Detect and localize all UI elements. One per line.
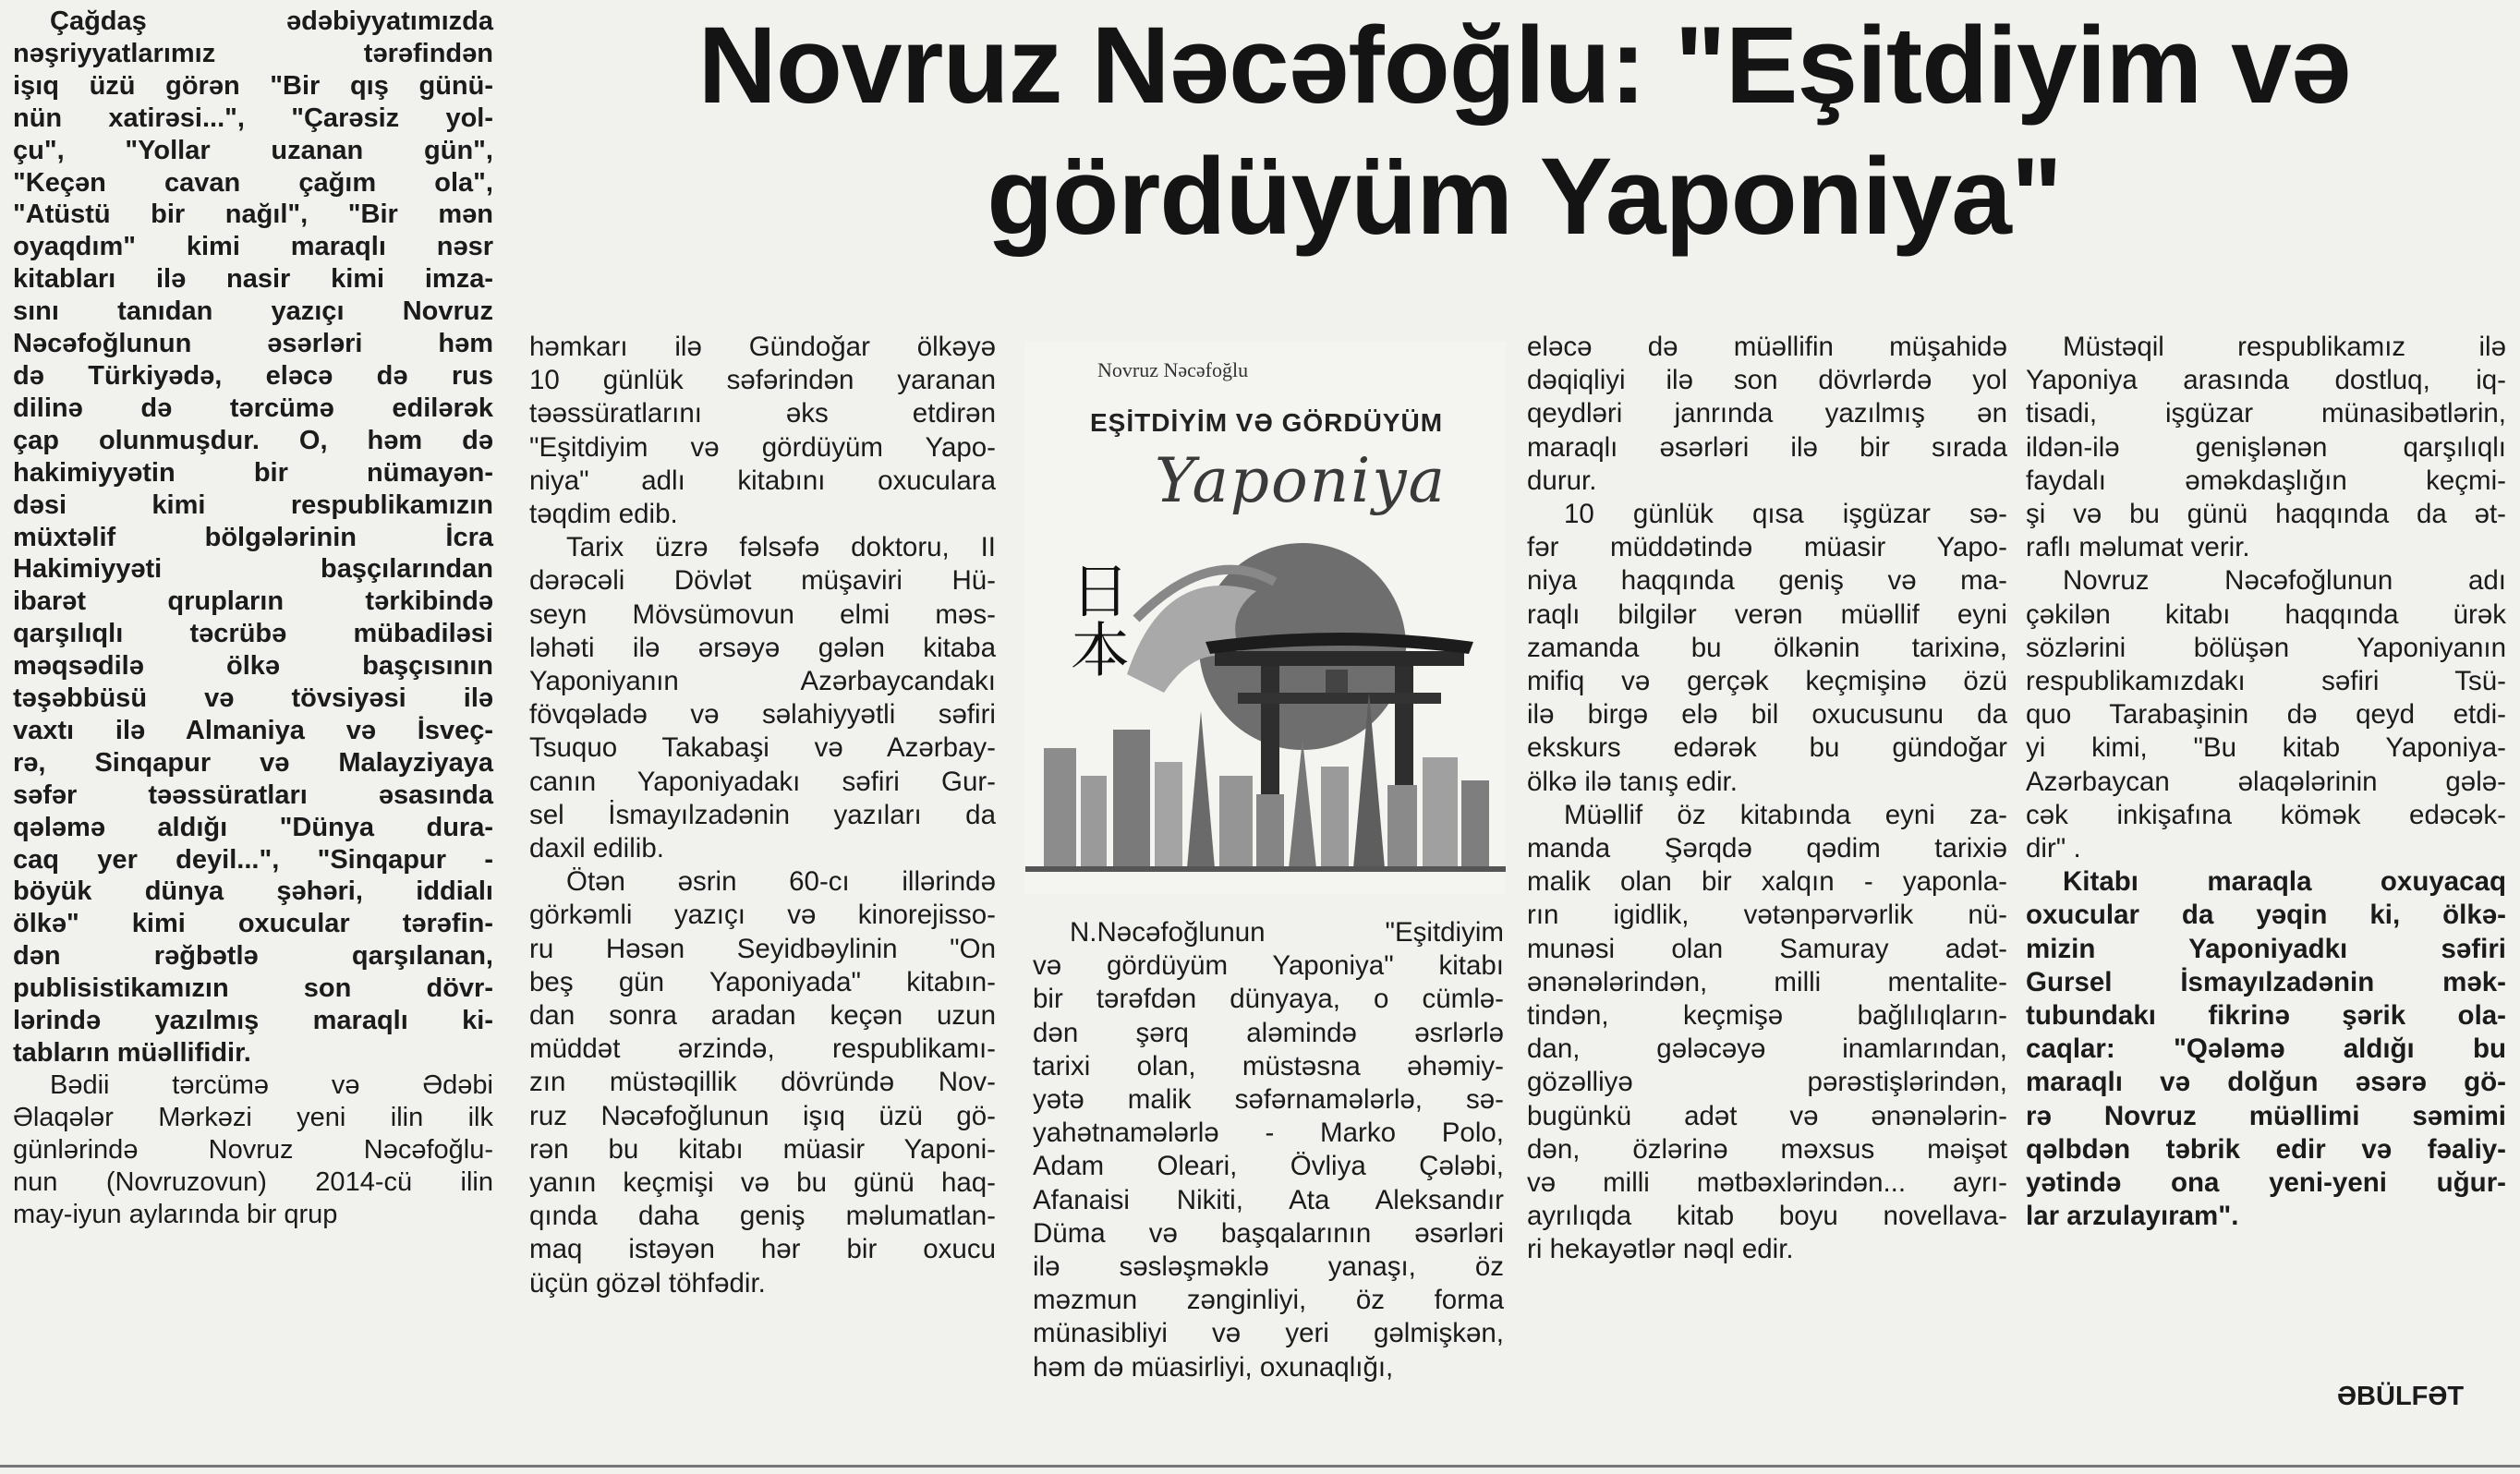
text-line: qarşılıqlı təcrübə mübadiləsi — [13, 619, 493, 649]
column-4 — [1527, 331, 2007, 1267]
text-line: məqsədilə ölkə başçısının — [13, 651, 493, 682]
text-line: sözlərini bölüşən Yaponiyanın — [2026, 632, 2506, 663]
text-line: maraqlı və dolğun əsərə gö- — [2026, 1067, 2506, 1098]
text-line: raqlı bilgilər verən müəllif eyni — [1527, 598, 2007, 630]
text-line: dəsi kimi respublikamızın — [13, 489, 493, 520]
text-line: fər müddətində müasir Yapo- — [1527, 532, 2007, 563]
text-line: ayrılıqda kitab boyu novellava- — [1527, 1201, 2007, 1232]
text-line: Azərbaycan əlaqələrinin gələ- — [2026, 766, 2506, 797]
text-line: dilinə də tərcümə edilərək — [13, 393, 493, 423]
book-title-main: Yaponiya — [1155, 445, 1448, 516]
text-line: həm də müasirliyi, oxunaqlığı, — [1033, 1351, 1394, 1383]
text-line: rə, Sinqapur və Malayziyaya — [13, 747, 493, 778]
text-line: yətində ona yeni-yeni uğur- — [2026, 1167, 2506, 1199]
text-line: 10 günlük qısa işgüzar sə- — [1564, 499, 2007, 530]
book-title-top: EŞİTDİYİM VƏ GÖRDÜYÜM — [1090, 408, 1444, 437]
text-line: vaxtı ilə Almaniya və İsveç- — [13, 715, 493, 745]
text-line: məzmun zənginliyi, öz forma — [1033, 1285, 1504, 1316]
text-line: qəlbdən təbrik edir və fəaliy- — [2026, 1133, 2506, 1165]
text-line: yi kimi, "Bu kitab Yaponiya- — [2026, 732, 2506, 764]
text-line: tubundakı fikrinə şərik ola- — [2026, 1000, 2506, 1032]
text-line: dan, gələcəyə inamlarından, — [1527, 1033, 2007, 1065]
text-line: yətə malik səfərnamələrlə, sə- — [1033, 1084, 1504, 1116]
text-line: Tsuquo Takabaşi və Azərbay- — [529, 732, 996, 764]
text-line: maq istəyən hər bir oxucu — [529, 1234, 996, 1265]
text-line: tisadi, işgüzar münasibətlərin, — [2026, 398, 2506, 429]
text-line: Müəllif öz kitabında eyni za- — [1564, 799, 2007, 830]
text-line: təşəbbüsü və tövsiyəsi ilə — [13, 683, 493, 714]
text-line: ekskurs edərək bu gündoğar — [1527, 732, 2007, 764]
text-line: lar arzulayıram". — [2026, 1201, 2239, 1232]
text-line: dən, özlərinə məxsus məişət — [1527, 1133, 2007, 1165]
text-line: zın müstəqillik dövründə Nov- — [529, 1067, 996, 1098]
text-line: dərəcəli Dövlət müşaviri Hü- — [529, 565, 996, 597]
column-5 — [2026, 331, 2506, 1233]
text-line: tindən, keçmişə bağlılıqların- — [1527, 1000, 2007, 1032]
text-line: rın igidlik, vətənpərvərlik nü- — [1527, 900, 2007, 931]
text-line: və gördüyüm Yaponiya" kitabı — [1033, 950, 1504, 982]
text-line: Hakimiyyəti başçılarından — [13, 554, 493, 585]
text-line: yahətnamələrlə - Marko Polo, — [1033, 1118, 1504, 1149]
text-line: Tarix üzrə fəlsəfə doktoru, II — [566, 532, 996, 563]
text-line: gözəlliyə pərəstişlərindən, — [1527, 1067, 2007, 1098]
text-line: münasibliyi və yeri gəlmişkən, — [1033, 1318, 1504, 1349]
text-line: Əlaqələr Mərkəzi yeni ilin ilk — [13, 1102, 493, 1132]
text-line: ilə birgə elə bil oxucusunu da — [1527, 699, 2007, 731]
text-line: müxtəlif bölgələrinin İcra — [13, 522, 493, 552]
text-line: Adam Oleari, Övliya Çələbi, — [1033, 1151, 1504, 1182]
text-line: ölkə" kimi oxucular tərəfin- — [13, 909, 493, 939]
text-line: Kitabı maraqla oxuyacaq — [2063, 866, 2506, 898]
text-line: qında daha geniş məlumatlan- — [529, 1201, 996, 1232]
text-line: sel İsmayılzadənin yazıları da — [529, 799, 996, 830]
text-line: həmkarı ilə Gündoğar ölkəyə — [529, 332, 996, 362]
text-line: dir" . — [2026, 833, 2081, 864]
text-line: Düma və başqalarının əsərləri — [1033, 1217, 1504, 1249]
text-line: rən bu kitabı müasir Yaponi- — [529, 1133, 996, 1165]
text-line: caqlar: "Qələmə aldığı bu — [2026, 1033, 2506, 1065]
text-line: ildən-ilə genişlənən qarşılıqlı — [2026, 431, 2506, 463]
bottom-rule — [0, 1465, 2520, 1468]
text-line: üçün gözəl töhfədir. — [529, 1267, 766, 1299]
text-line: nəşriyyatlarımız tərəfindən — [13, 38, 493, 68]
text-line: və milli mətbəxlərindən... ayrı- — [1527, 1167, 2007, 1199]
text-line: Nəcəfoğlunun əsərləri həm — [13, 329, 493, 359]
text-line: rə Novruz müəllimi səmimi — [2026, 1100, 2506, 1131]
text-line: Gursel İsmayılzadənin mək- — [2026, 966, 2506, 997]
text-line: bir tərəfdən dünyaya, o cümlə- — [1033, 984, 1504, 1015]
text-line: lərində yazılmış maraqlı ki- — [13, 1006, 493, 1036]
text-line: çəkilən kitabı haqqında ürək — [2026, 598, 2506, 630]
text-line: dan sonra aradan keçən uzun — [529, 1000, 996, 1032]
text-line: kitabları ilə nasir kimi imza- — [13, 264, 493, 295]
text-line: yanın keçmişi və bu günü haq- — [529, 1167, 996, 1199]
text-line: də Türkiyədə, eləcə də rus — [13, 360, 493, 391]
text-line: munəsi olan Samuray adət- — [1527, 933, 2007, 964]
text-line: Afanaisi Nikiti, Ata Aleksandır — [1033, 1184, 1504, 1215]
text-line: ləhəti ilə ərsəyə gələn kitaba — [529, 632, 996, 663]
text-line: daxil edilib. — [529, 833, 664, 864]
text-line: təqdim edib. — [529, 499, 678, 530]
text-line: Novruz Nəcəfoğlunun adı — [2063, 565, 2506, 597]
text-line: N.Nəcəfoğlunun "Eşitdiyim — [1070, 917, 1504, 948]
text-line: qeydləri janrında yazılmış ən — [1527, 398, 2007, 429]
text-line: müddət ərzində, respublikamı- — [529, 1033, 996, 1065]
text-line: quo Tarabaşinin də qeyd etdi- — [2026, 699, 2506, 731]
text-line: 10 günlük səfərindən yaranan — [529, 365, 996, 396]
text-line: durur. — [1527, 465, 1597, 496]
kanji-characters: 日本 — [1060, 560, 1129, 678]
column-2 — [529, 331, 996, 1300]
text-line: bugünkü adət və ənənələrin- — [1527, 1100, 2007, 1131]
text-line: tarixi olan, müstəsna əhəmiy- — [1033, 1050, 1504, 1081]
text-line: ilə səsləşməklə yanaşı, öz — [1033, 1251, 1504, 1283]
text-line: eləcə də müəllifin müşahidə — [1527, 332, 2007, 362]
text-line: "Keçən cavan çağım ola", — [13, 167, 493, 198]
text-line: işıq üzü görən "Bir qış günü- — [13, 70, 493, 101]
japan-skyline-illustration — [1025, 342, 1506, 894]
text-line: şi və bu günü haqqında da ət- — [2026, 499, 2506, 530]
text-line: cək inkişafına kömək edəcək- — [2026, 799, 2506, 830]
text-line: sını tanıdan yazıçı Novruz — [13, 296, 493, 327]
text-line: Ötən əsrin 60-cı illərində — [566, 866, 996, 898]
text-line: maraqlı əsərləri ilə bir sırada — [1527, 431, 2007, 463]
text-line: çap olunmuşdur. O, həm də — [13, 425, 493, 455]
text-line: raflı məlumat verir. — [2026, 532, 2250, 563]
text-line: niya" adlı kitabını oxuculara — [529, 465, 996, 496]
text-line: ru Həsən Seyidbəylinin "On — [529, 933, 996, 964]
text-line: səfər təəssüratları əsasında — [13, 779, 493, 810]
text-line: "Atüstü bir nağıl", "Bir mən — [13, 199, 493, 230]
text-line: canın Yaponiyadakı səfiri Gur- — [529, 766, 996, 797]
text-line: ibarət qrupların tərkibində — [13, 586, 493, 617]
text-line: may-iyun aylarında bir qrup — [13, 1199, 338, 1229]
headline — [536, 0, 2513, 323]
text-line: Yaponiyanın Azərbaycandakı — [529, 666, 996, 697]
text-line: caq yer deyil...", "Sinqapur - — [13, 844, 493, 875]
headline-line-1: Novruz Nəcəfoğlu: "Eşitdiyim və — [697, 5, 2351, 127]
text-line: Yaponiya arasında dostluq, iq- — [2026, 365, 2506, 396]
text-line: nun (Novruzovun) 2014-cü ilin — [13, 1166, 493, 1197]
text-line: ənənələrindən, milli mentalite- — [1527, 966, 2007, 997]
text-line: görkəmli yazıçı və kinorejisso- — [529, 900, 996, 931]
text-line: faydalı əməkdaşlığın keçmi- — [2026, 465, 2506, 496]
text-line: Bədii tərcümə və Ədəbi — [50, 1069, 493, 1100]
book-cover-image — [1025, 342, 1506, 894]
text-line: böyük dünya şəhəri, iddialı — [13, 876, 493, 907]
book-author: Novruz Nəcəfoğlu — [1097, 358, 1249, 381]
column-3 — [1033, 916, 1504, 1384]
text-line: malik olan bir xalqın - yaponla- — [1527, 866, 2007, 898]
headline-line-2: gördüyüm Yaponiya" — [987, 136, 2062, 258]
text-line: "Eşitdiyim və gördüyüm Yapo- — [529, 431, 996, 463]
text-line: dən şərq aləmində əsrlərlə — [1033, 1017, 1504, 1048]
text-line: seyn Mövsümovun elmi məs- — [529, 598, 996, 630]
text-line: oxucular da yəqin ki, ölkə- — [2026, 900, 2506, 931]
text-line: respublikamızdakı səfiri Tsü- — [2026, 666, 2506, 697]
text-line: zamanda bu ölkənin tarixinə, — [1527, 632, 2007, 663]
text-line: Çağdaş ədəbiyyatımızda — [50, 6, 493, 36]
text-line: dən rəğbətlə qarşılanan, — [13, 941, 493, 972]
text-line: dəqiqliyi ilə son dövrlərdə yol — [1527, 365, 2007, 396]
text-line: mizin Yaponiyadkı səfiri — [2026, 933, 2506, 964]
text-line: hakimiyyətin bir nümayən- — [13, 457, 493, 488]
text-line: manda Şərqdə qədim tarixiə — [1527, 833, 2007, 864]
text-line: oyaqdım" kimi maraqlı nəsr — [13, 232, 493, 262]
text-line: fövqəladə və səlahiyyətli səfiri — [529, 699, 996, 731]
author-signature: ƏBÜLFƏT — [2337, 1382, 2465, 1411]
text-line: ölkə ilə tanış edir. — [1527, 766, 1738, 797]
text-line: nün xatirəsi...", "Çarəsiz yol- — [13, 103, 493, 133]
text-line: niya haqqında geniş və ma- — [1527, 565, 2007, 597]
text-line: publisistikamızın son dövr- — [13, 973, 493, 1004]
text-line: ri hekayətlər nəql edir. — [1527, 1234, 1794, 1265]
text-line: çu", "Yollar uzanan gün", — [13, 135, 493, 165]
text-line: tabların müəllifidir. — [13, 1038, 251, 1068]
text-line: mifiq və gerçək keçmişinə özü — [1527, 666, 2007, 697]
text-line: beş gün Yaponiyada" kitabın- — [529, 966, 996, 997]
text-line: günlərində Novruz Nəcəfoğlu- — [13, 1134, 493, 1165]
text-line: təəssüratlarını əks etdirən — [529, 398, 996, 429]
left-column — [13, 6, 493, 1230]
text-line: Müstəqil respublikamız ilə — [2063, 332, 2506, 362]
text-line: qələmə aldığı "Dünya dura- — [13, 812, 493, 842]
text-line: ruz Nəcəfoğlunun işıq üzü gö- — [529, 1100, 996, 1131]
